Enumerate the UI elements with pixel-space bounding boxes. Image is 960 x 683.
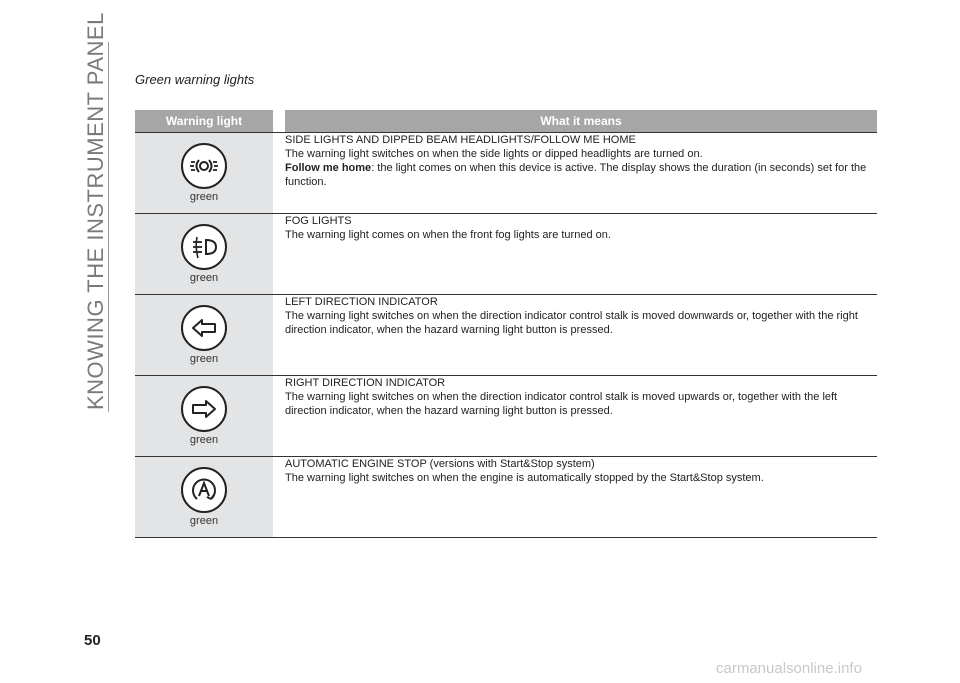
watermark: carmanualsonline.info: [716, 660, 862, 677]
header-warning-light: Warning light: [135, 110, 273, 133]
row-heading: FOG LIGHTS: [285, 215, 352, 227]
header-what-it-means: What it means: [285, 110, 877, 133]
row-text: The warning light switches on when the engine is automatically stopped by the Start&Stop system.: [285, 472, 764, 484]
table-row: [135, 295, 877, 376]
row-heading: LEFT DIRECTION INDICATOR: [285, 296, 438, 308]
table-row: [135, 376, 877, 457]
row-bold-term: Follow me home: [285, 162, 372, 174]
color-label: green: [189, 515, 219, 527]
row-text: The warning light switches on when the direction indicator control stalk is moved upwards or, together with the left direction indicator, when the hazard warning light button is pressed.: [285, 391, 838, 417]
fog-lights-icon: [181, 224, 227, 270]
row-text: The warning light switches on when the direction indicator control stalk is moved downwards or, together with the right direction indicator, when the hazard warning light button is pressed.: [285, 310, 858, 336]
section-title: Green warning lights: [135, 72, 255, 87]
left-arrow-icon: [181, 305, 227, 351]
row-text: The warning light switches on when the side lights or dipped headlights are turned on.: [285, 148, 703, 160]
color-label: green: [189, 272, 219, 284]
table-row: [135, 214, 877, 295]
side-lights-icon: [181, 143, 227, 189]
page-number: 50: [84, 632, 101, 649]
color-label: green: [189, 353, 219, 365]
color-label: green: [189, 191, 219, 203]
row-extra-text: : the light comes on when this device is active. The display shows the duration (in seconds) set for the function.: [285, 162, 867, 188]
right-arrow-icon: [181, 386, 227, 432]
color-label: green: [189, 434, 219, 446]
table-row: [135, 457, 877, 538]
table-row: [135, 133, 877, 214]
row-text: The warning light comes on when the front fog lights are turned on.: [285, 229, 611, 241]
row-heading: SIDE LIGHTS AND DIPPED BEAM HEADLIGHTS/FOLLOW ME HOME: [285, 134, 636, 146]
row-heading: RIGHT DIRECTION INDICATOR: [285, 377, 446, 389]
chapter-divider: [108, 42, 109, 412]
warning-lights-table: [135, 110, 877, 538]
row-heading: AUTOMATIC ENGINE STOP (versions with Start&Stop system): [285, 458, 595, 470]
chapter-title: KNOWING THE INSTRUMENT PANEL: [83, 12, 108, 410]
auto-engine-stop-icon: [181, 467, 227, 513]
